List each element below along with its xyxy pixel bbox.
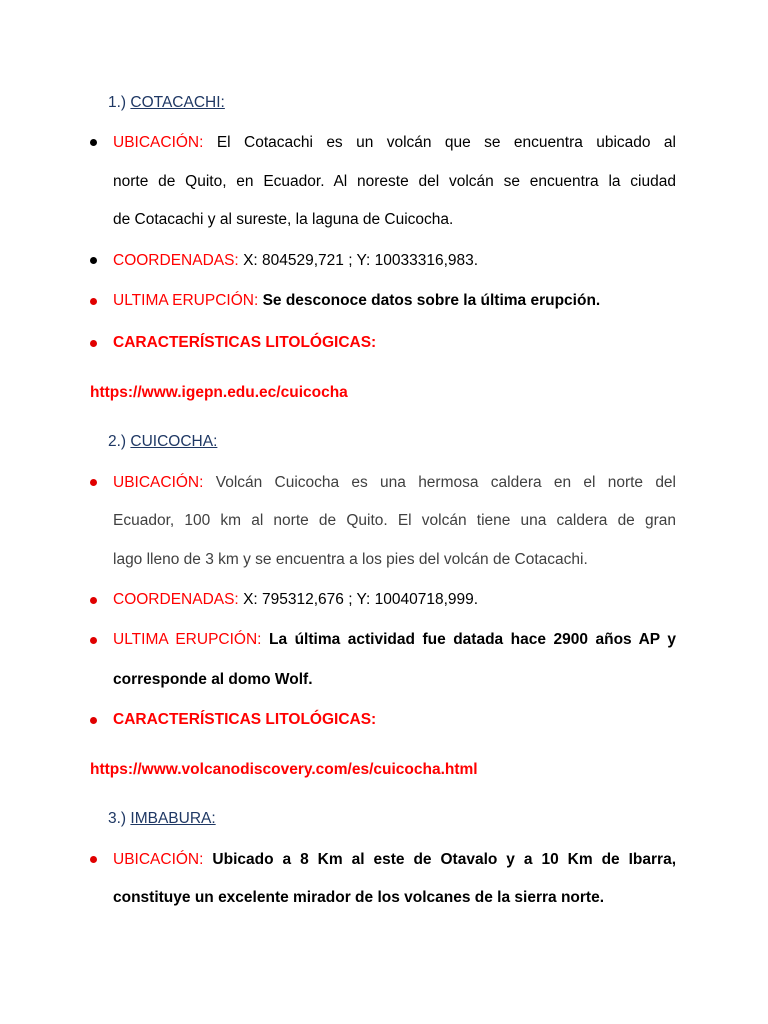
bullet-icon xyxy=(90,139,97,146)
bullet-icon xyxy=(90,479,97,486)
erupcion-line-1 xyxy=(113,630,676,650)
bullet-icon xyxy=(90,597,97,604)
ubicacion-text: Volcán Cuicocha es una hermosa caldera en el norte del xyxy=(215,474,677,491)
ubicacion-label: UBICACIÓN: xyxy=(113,134,204,151)
ubicacion-line-3: de Cotacachi y al sureste, la laguna de Cuicocha. xyxy=(113,211,454,228)
coordenadas-value: X: 795312,676 ; Y: 10040718,999. xyxy=(243,591,479,608)
section-heading-cotacachi xyxy=(108,94,225,112)
coordenadas-line xyxy=(113,251,676,271)
erupcion-text: Se desconoce datos sobre la última erupción. xyxy=(262,292,601,309)
source-link[interactable]: https://www.volcanodiscovery.com/es/cuicocha.html xyxy=(90,761,478,778)
erupcion-label: ULTIMA ERUPCIÓN: xyxy=(113,631,262,648)
bullet-icon xyxy=(90,717,97,724)
ubicacion-line-2: norte de Quito, en Ecuador. Al noreste del volcán se encuentra la ciudad xyxy=(113,173,676,190)
ubicacion-line-3: lago lleno de 3 km y se encuentra a los pies del volcán de Cotacachi. xyxy=(113,551,588,568)
section-title: CUICOCHA: xyxy=(130,433,218,450)
ubicacion-line-1 xyxy=(113,133,676,153)
ubicacion-line-1 xyxy=(113,473,676,493)
bullet-icon xyxy=(90,298,97,305)
section-title: IMBABURA: xyxy=(130,810,216,827)
ubicacion-label: UBICACIÓN: xyxy=(113,851,204,868)
ubicacion-line-2: Ecuador, 100 km al norte de Quito. El volcán tiene una caldera de gran xyxy=(113,512,676,529)
section-heading-cuicocha xyxy=(108,433,217,451)
bullet-icon xyxy=(90,856,97,863)
erupcion-text: La última actividad fue datada hace 2900 años AP y xyxy=(268,631,676,648)
bullet-icon xyxy=(90,637,97,644)
coordenadas-label: COORDENADAS: xyxy=(113,591,239,608)
litologicas-label: CARACTERÍSTICAS LITOLÓGICAS: xyxy=(113,711,377,728)
erupcion-label: ULTIMA ERUPCIÓN: xyxy=(113,292,259,309)
section-number: 3.) xyxy=(108,810,127,827)
coordenadas-label: COORDENADAS: xyxy=(113,252,239,269)
section-number: 2.) xyxy=(108,433,127,450)
erupcion-line-2: corresponde al domo Wolf. xyxy=(113,671,313,688)
source-link[interactable]: https://www.igepn.edu.ec/cuicocha xyxy=(90,384,348,401)
bullet-icon xyxy=(90,340,97,347)
section-heading-imbabura xyxy=(108,810,216,828)
coordenadas-line xyxy=(113,590,676,610)
erupcion-line xyxy=(113,291,676,311)
ubicacion-text: El Cotacachi es un volcán que se encuentra ubicado al xyxy=(216,134,676,151)
ubicacion-text: Ubicado a 8 Km al este de Otavalo y a 10 Km de Ibarra, xyxy=(212,851,677,868)
ubicacion-label: UBICACIÓN: xyxy=(113,474,204,491)
ubicacion-line-1 xyxy=(113,850,676,870)
bullet-icon xyxy=(90,257,97,264)
litologicas-label: CARACTERÍSTICAS LITOLÓGICAS: xyxy=(113,334,377,351)
section-title: COTACACHI: xyxy=(130,94,225,111)
coordenadas-value: X: 804529,721 ; Y: 10033316,983. xyxy=(243,252,479,269)
ubicacion-line-2: constituye un excelente mirador de los volcanes de la sierra norte. xyxy=(113,889,605,906)
section-number: 1.) xyxy=(108,94,127,111)
